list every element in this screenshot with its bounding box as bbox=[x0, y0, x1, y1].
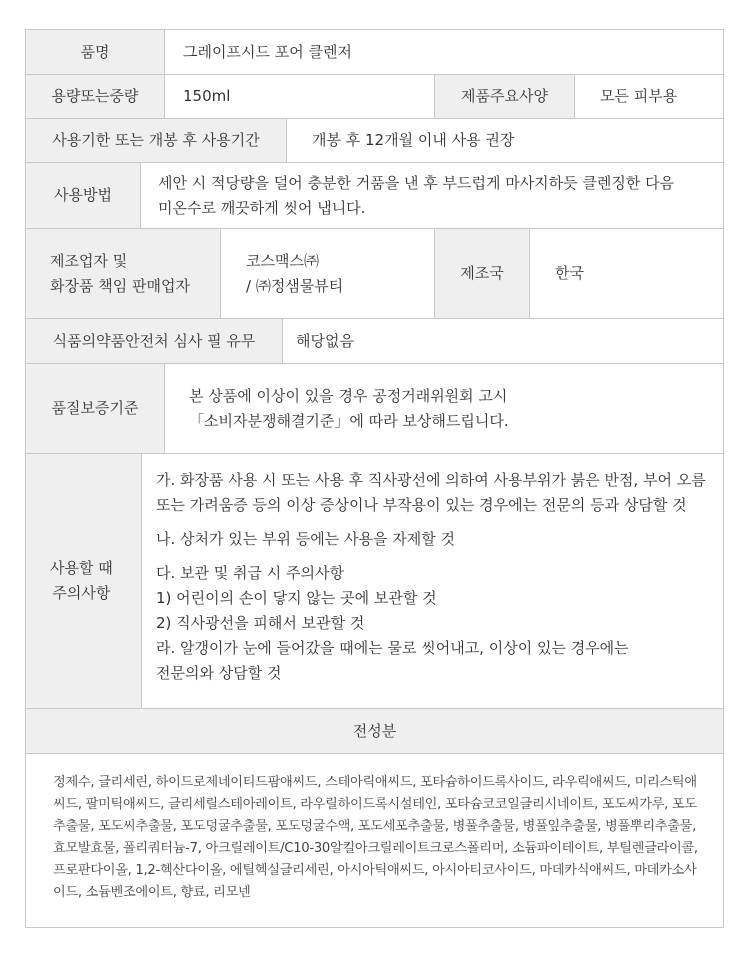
caution-item: 가. 화장품 사용 시 또는 사용 후 직사광선에 의하여 사용부위가 붉은 반점, 부어 오름 또는 가려움증 등의 이상 증상이나 부작용이 있는 경우에는 전문의 등과 상담할 것 bbox=[156, 471, 706, 514]
value-country: 한국 bbox=[530, 229, 723, 318]
caution-list bbox=[142, 454, 723, 708]
label-expiry: 사용기한 또는 개봉 후 사용기간 bbox=[26, 119, 287, 162]
label-usage: 사용방법 bbox=[26, 163, 141, 228]
ingredients-text: 정제수, 글리세린, 하이드로제네이티드팜애씨드, 스테아릭애씨드, 포타슘하이드록사이드, 라우릭애씨드, 미리스틱애씨드, 팔미틱애씨드, 글리세릴스테아레이트, 라우릴하이드록시설테인, 포타슘코코일글리시네이트, 포도씨가루, 포도추출물, 포도씨추출물, 포도덩굴추출물, 포도덩굴수액, 포도세포추출물, 병풀추출물, 병풀잎추출물, 병풀뿌리추출물, 효모발효물, 폴리쿼터늄-7, 아크릴레이트/C10-30알킬아크릴레이트크로스폴리머, 소듐파이테이트, 부틸렌글라이콜, 프로판다이올, 1,2-헥산다이올, 에틸헥실글리세린, 아시아틱애씨드, 아시아티코사이드, 마데카식애씨드, 마데카소사이드, 소듐벤조에이트, 향료, 리모넨 bbox=[53, 775, 698, 900]
caution-label-text: 사용할 때 주의사항 bbox=[50, 559, 113, 602]
row-ingredients-header bbox=[26, 709, 723, 754]
row-quality bbox=[26, 364, 723, 454]
value-expiry: 개봉 후 12개월 이내 사용 권장 bbox=[287, 119, 723, 162]
product-info-table bbox=[25, 29, 724, 928]
value-product-name: 그레이프시드 포어 클렌저 bbox=[165, 30, 723, 74]
caution-item: 라. 알갱이가 눈에 들어갔을 때에는 물로 씻어내고, 이상이 있는 경우에는 전문의와 상담할 것 bbox=[156, 639, 629, 682]
value-manufacturer bbox=[221, 229, 435, 318]
caution-subitem: 1) 어린이의 손이 닿지 않는 곳에 보관할 것 bbox=[156, 589, 437, 607]
label-review: 식품의약품안전처 심사 필 유무 bbox=[26, 319, 283, 363]
value-capacity: 150ml bbox=[165, 75, 435, 118]
value-main-spec: 모든 피부용 bbox=[575, 75, 723, 118]
row-usage bbox=[26, 163, 723, 229]
caution-item: 다. 보관 및 취급 시 주의사항 bbox=[156, 564, 344, 582]
row-review bbox=[26, 319, 723, 364]
label-capacity: 용량또는중량 bbox=[26, 75, 165, 118]
value-usage bbox=[141, 163, 723, 228]
row-expiry bbox=[26, 119, 723, 163]
label-product-name: 품명 bbox=[26, 30, 165, 74]
caution-item: 나. 상처가 있는 부위 등에는 사용을 자제할 것 bbox=[156, 530, 455, 548]
quality-text: 본 상품에 이상이 있을 경우 공정거래위원회 고시 「소비자분쟁해결기준」에 따라 보상해드립니다. bbox=[189, 386, 509, 430]
label-main-spec: 제품주요사양 bbox=[435, 75, 575, 118]
manufacturer-value-text: 코스맥스㈜ / ㈜정샘물뷰티 bbox=[246, 251, 344, 295]
label-ingredients: 전성분 bbox=[26, 709, 723, 753]
row-caution bbox=[26, 454, 723, 709]
manufacturer-label-text: 제조업자 및 화장품 책임 판매업자 bbox=[50, 251, 190, 295]
label-manufacturer bbox=[26, 229, 221, 318]
row-manufacturer bbox=[26, 229, 723, 319]
caution-subitem: 2) 직사광선을 피해서 보관할 것 bbox=[156, 614, 365, 632]
row-product-name bbox=[26, 30, 723, 75]
row-ingredients bbox=[26, 754, 723, 927]
usage-text: 세안 시 적당량을 덜어 충분한 거품을 낸 후 부드럽게 마사지하듯 클렌징한 다음 미온수로 깨끗하게 씻어 냅니다. bbox=[158, 173, 675, 217]
label-quality: 품질보증기준 bbox=[26, 364, 165, 453]
value-review: 해당없음 bbox=[283, 319, 723, 363]
value-quality bbox=[165, 364, 723, 453]
label-caution bbox=[26, 454, 142, 708]
label-country: 제조국 bbox=[435, 229, 530, 318]
row-capacity bbox=[26, 75, 723, 119]
